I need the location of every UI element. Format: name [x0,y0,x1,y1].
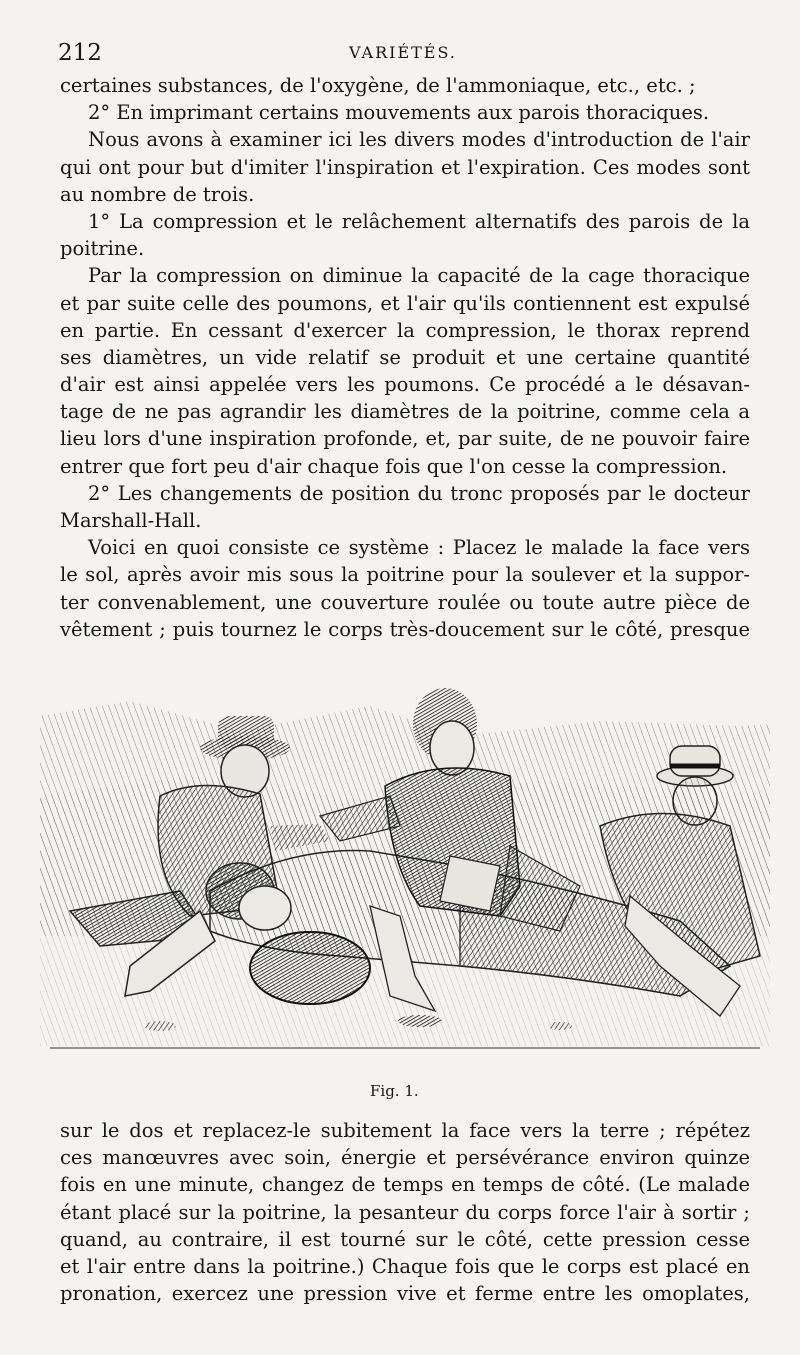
text-line: et par suite celle des poumons, et l'air qu'ils contiennent est expulsé [60,291,750,315]
body-text-top [60,72,750,643]
text-line: en partie. En cessant d'exercer la compression, le thorax reprend [60,318,750,342]
text-line: et l'air entre dans la poitrine.) Chaque fois que le corps est placé en [60,1254,750,1278]
text-line: ses diamètres, un vide relatif se produit et une certaine quantité [60,345,750,369]
engraving-illustration [40,676,770,1066]
text-line: pronation, exercez une pression vive et ferme entre les omoplates, [60,1282,750,1306]
text-line: Marshall-Hall. [60,509,202,532]
page-number: 212 [58,40,102,66]
text-line: ces manœuvres avec soin, énergie et persévérance environ quinze [60,1146,750,1170]
text-line: étant placé sur la poitrine, la pesanteur du corps force l'air à sortir ; [60,1200,750,1224]
text-line: au nombre de trois. [60,182,255,206]
page-header [58,38,748,72]
text-line: quand, au contraire, il est tourné sur le côté, cette pression cesse [60,1227,750,1251]
text-line: 1° La compression et le relâchement alternatifs des parois de la [88,209,750,233]
figure-caption: Fig. 1. [370,1082,419,1100]
engraving-drawing [40,676,770,1066]
text-line: poitrine. [60,237,145,261]
text-line: d'air est ainsi appelée vers les poumons. Ce procédé a le désavan- [60,373,750,397]
body-text-bottom [60,1117,750,1307]
text-line: fois en une minute, changez de temps en temps de côté. (Le malade [60,1173,750,1197]
text-line: le sol, après avoir mis sous la poitrine pour la soulever et la suppor- [60,563,750,587]
text-line: tage de ne pas agrandir les diamètres de la poitrine, comme cela a [60,400,750,424]
text-line: lieu lors d'une inspiration profonde, et, par suite, de ne pouvoir faire [60,427,750,451]
text-line: vêtement ; puis tournez le corps très-doucement sur le côté, presque [60,617,750,641]
text-line: 2° En imprimant certains mouvements aux parois thoraciques. [88,101,710,125]
text-line: 2° Les changements de position du tronc proposés par le docteur [88,481,750,505]
running-title: VARIÉTÉS. [349,43,457,62]
text-line: entrer que fort peu d'air chaque fois que l'on cesse la compression. [60,454,728,478]
text-line: ter convenablement, une couverture roulée ou toute autre pièce de [60,590,750,614]
text-line: sur le dos et replacez-le subitement la face vers la terre ; répétez [60,1119,750,1142]
text-line: certaines substances, de l'oxygène, de l'ammoniaque, etc., etc. ; [60,74,696,97]
text-line: Voici en quoi consiste ce système : Placez le malade la face vers [88,536,750,560]
text-line: Nous avons à examiner ici les divers modes d'introduction de l'air [88,128,750,152]
text-line: Par la compression on diminue la capacité de la cage thoracique [88,264,750,288]
text-line: qui ont pour but d'imiter l'inspiration et l'expiration. Ces modes sont [60,155,750,179]
